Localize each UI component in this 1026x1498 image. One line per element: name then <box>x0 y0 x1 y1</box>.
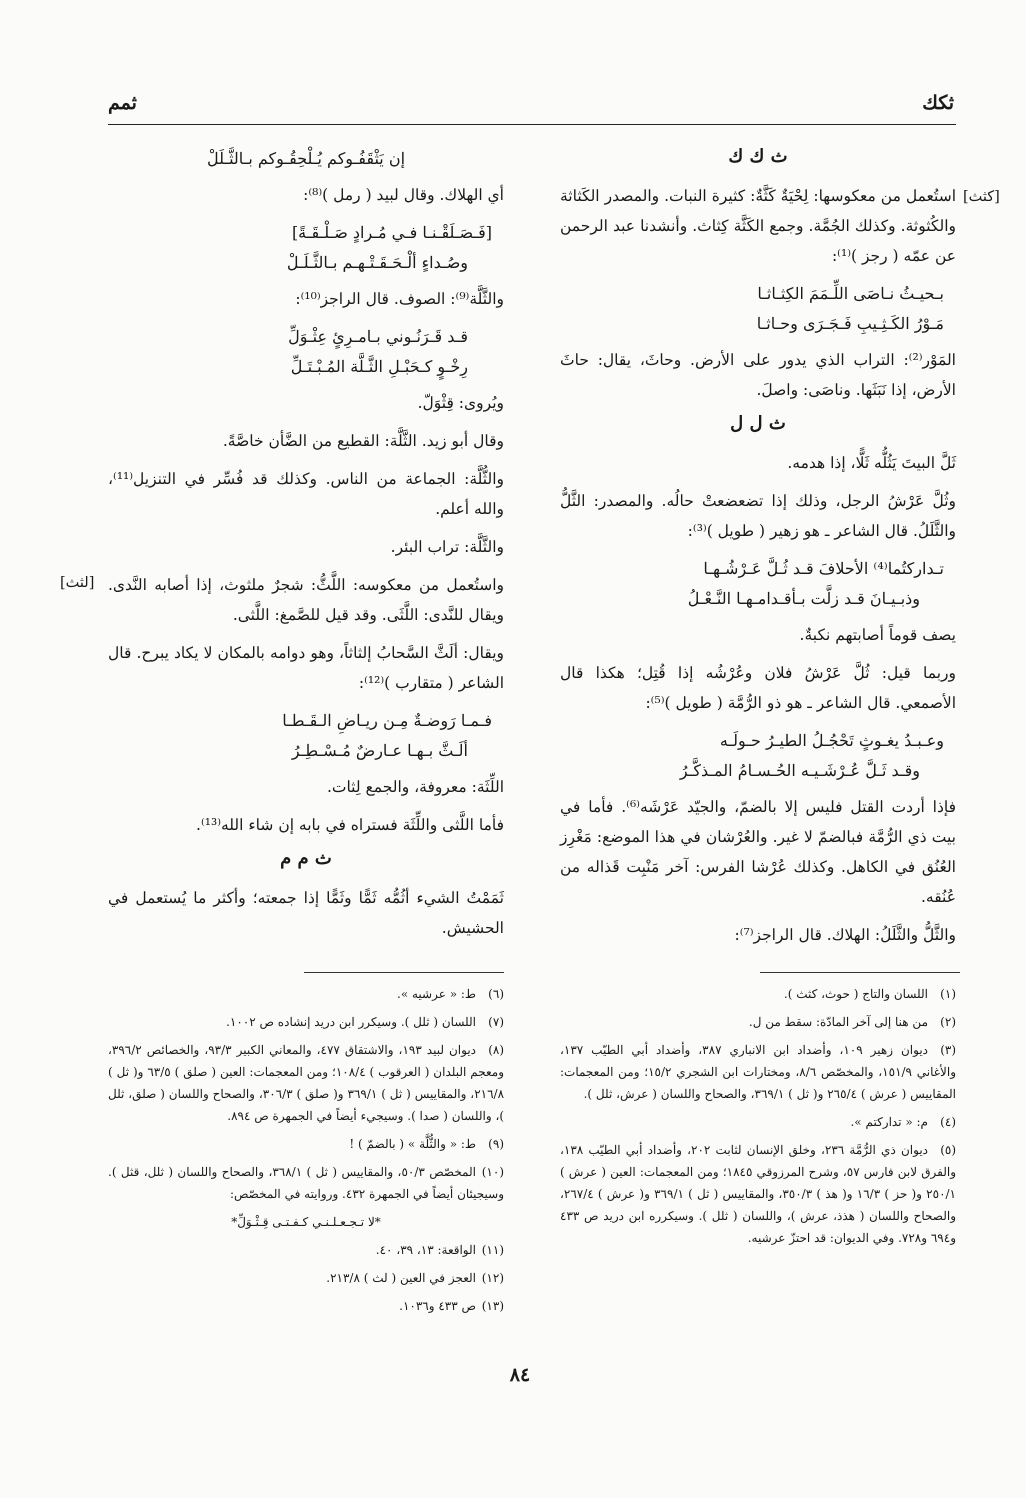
paragraph: والثَّلُّ والثَّلَلُ: الهلاك. قال الراجز⁽⁷⁾: <box>734 926 956 944</box>
footnotes-right <box>560 983 956 1255</box>
footnote-rule <box>304 972 504 973</box>
footnote-number: (٣) <box>940 1043 957 1057</box>
footnote-text: الواقعة: ١٣، ٣٩، ٤٠. <box>375 1243 476 1257</box>
paragraph: أي الهلاك. وقال لبيد ( رمل )⁽⁸⁾: <box>303 186 504 204</box>
footnote-rule <box>760 972 960 973</box>
verse-line: إن يَثْقَفُـوكم يُـلْحِقُـوكم بـالثَّـلَلْ <box>206 149 406 168</box>
footnote <box>560 1139 956 1249</box>
paragraph: يصف قوماً أصابتهم نكبةٌ. <box>799 626 956 644</box>
verse-hemistich: مَـوْرُ الكَـثِـيبِ فَـجَـرَى وحـاثـا <box>756 314 944 333</box>
paragraph: ثَلَّ البيتَ يَثُلُّه ثَلًّا، إذا هدمه. <box>787 454 956 472</box>
footnote-number: (١١) <box>481 1243 504 1257</box>
footnote-text: العجز في العين ( لث ) ٢١٣/٨. <box>326 1271 476 1285</box>
verse-hemistich: تـداركتُما⁽⁴⁾ الأحلافَ قـد ثُـلَّ عَـرْشُـهـا <box>703 559 944 578</box>
footnote-number: (١٣) <box>481 1299 504 1313</box>
footnote-verse <box>108 1211 504 1233</box>
footnote <box>108 983 504 1005</box>
footnote-text: ط: « عرشيه ». <box>397 987 476 1001</box>
left-column <box>108 140 504 951</box>
footnote-text: ديوان زهير ١٠٩، وأضداد ابن الانباري ٣٨٧، وأضداد أبي الطيّب ١٣٧، والأغاني ١٥١/٩، والمخصّص ٨/٦، ومختارات ابن الشجري ١٥/٢؛ ومن المعجمات: المقاييس ( عرش ) ٢٦٥/٤ و( ثل ) ٣٦٩/١، والصحاح واللسان ( عرش، ثلل ). <box>560 1043 956 1101</box>
paragraph: وربما قيل: ثُلَّ عَرْشُ فلان وعُرْشُه إذا قُتِل؛ هكذا قال الأصمعي. قال الشاعر ـ هو ذو الرُّمَّة ( طويل )⁽⁵⁾: <box>560 664 956 712</box>
footnote <box>108 1295 504 1317</box>
footnotes-left <box>108 983 504 1323</box>
verse-hemistich: فـمـا رَوضـةٌ مِـن ريـاضِ الـقَـطـا <box>282 711 492 730</box>
verse-hemistich: قـد قَـرَنُـوني بـامـرِئٍ عِثْـوَلِّ <box>288 327 468 346</box>
header-rule <box>108 124 956 125</box>
footnote-number: (١) <box>940 987 956 1001</box>
paragraph: والثُّلَّة: الجماعة من الناس. وكذلك قد فُسِّر في التنزيل⁽¹¹⁾، والله أعلم. <box>108 470 504 518</box>
paragraph: فإذا أردت القتل فليس إلا بالضمّ، والجيّد عَرْشَه⁽⁶⁾. فأما في بيت ذي الرُّمَّة فبالضمّ لا غير. والعُرْشان في هذا الموضع: مَغْرِز العُنُق في الكاهل. وكذلك عُرْشا الفرس: آخر مَنْبِت قَذاله من عُنُقه. <box>560 798 956 906</box>
verse-hemistich: بـحيـثُ نـاصَى اللِّـمَمَ الكِثـاثـا <box>757 284 944 303</box>
footnote-number: (١٢) <box>481 1271 504 1285</box>
verse-hemistich: وذبـيـانَ قـد زلَّت بـأقـدامـهـا النَّـعْـلُ <box>687 589 920 608</box>
footnote-text: اللسان والتاج ( حوث، كثث ). <box>783 987 928 1001</box>
paragraph: استُعمل من معكوسها: لِحْيَةٌ كَثَّةٌ: كثيرة النبات. والمصدر الكَثاثة والكُثوثة. وكذلك الجُمَّة. وجمع الكَثَّة كِثاث. وأنشدنا عبد الرحمن عن عمّه ( رجز )⁽¹⁾: <box>560 187 956 265</box>
paragraph: والثَّلَّة: تراب البئر. <box>390 538 504 556</box>
footnote <box>560 983 956 1005</box>
footnote-number: (٦) <box>488 987 504 1001</box>
verse <box>560 279 956 339</box>
paragraph: وقال أبو زيد. الثَّلَّة: القطيع من الضَّأن خاصَّةً. <box>222 432 504 450</box>
paragraph: فأما اللَّثى واللِّثَة فستراه في بابه إن شاء الله⁽¹³⁾. <box>196 816 504 834</box>
verse-hemistich: وعـبـدُ يغـوثٍ تَحْجُـلُ الطيـرُ حـولَـه <box>719 731 944 750</box>
footnote <box>108 1239 504 1261</box>
verse <box>560 726 956 786</box>
verse-hemistich: [فَـصَـلَقْـنـا فـي مُـرادٍ صَـلْـقَـةً] <box>291 223 492 242</box>
footnote <box>108 1133 504 1155</box>
footnote-text: ط: « والثُّلَّة » ( بالضمّ ) ! <box>349 1137 476 1151</box>
footnote-text: *لا تـجـعـلـنـي كـفـتـى قِـثْـوَلِّ* <box>231 1215 381 1229</box>
paragraph: ويقال: ألَثَّ السَّحابُ إلثاثاً، وهو دوامه بالمكان لا يكاد يبرح. قال الشاعر ( متقارب )⁽¹²⁾: <box>108 644 504 692</box>
paragraph: ثَمَمْتُ الشيء أثُمُّه ثَمًّا وثَمًّا إذا جمعته؛ وأكثر ما يُستعمل في الحشيش. <box>108 889 504 937</box>
verse <box>108 706 504 766</box>
footnote-number: (٨) <box>488 1043 505 1057</box>
footnote-text: المخصّص ٥٠/٣، والمقاييس ( ثل ) ٣٦٨/١، والصحاح واللسان ( ثلل، قثل ). وسيجيئان أيضاً في الجمهرة ٤٣٢. وروايته في المخصّص: <box>108 1165 504 1201</box>
footnote-number: (٤) <box>940 1115 956 1129</box>
footnote <box>560 1111 956 1133</box>
verse <box>560 554 956 614</box>
running-header-right: ثكك <box>922 92 954 114</box>
verse <box>108 144 504 174</box>
footnote <box>108 1039 504 1127</box>
page-number: ٨٤ <box>509 1364 531 1386</box>
right-column <box>560 140 956 958</box>
verse-hemistich: رِخْـوٍ كـحَبْـلِ الثَّـلَّة المُـبْـتَـلِّ <box>290 357 468 376</box>
section-title: ث ك ك <box>728 146 788 167</box>
paragraph: المَوْر⁽²⁾: التراب الذي يدور على الأرض. وحاثَ، يقال: حاثَ الأرض، إذا نَبَثَها. وناصَى: واصلَ. <box>560 351 956 399</box>
footnote-text: ص ٤٣٣ و١٠٣٦. <box>399 1299 476 1313</box>
footnote-text: م: « تداركتم ». <box>850 1115 928 1129</box>
footnote-text: من هنا إلى آخر المادّة: سقط من ل. <box>748 1015 928 1029</box>
verse-hemistich: ألَـثَّ بـهـا عـارضٌ مُـسْـطِـرُ <box>291 741 468 760</box>
paragraph: ويُروى: قِثْوَلّ. <box>417 394 504 412</box>
footnote-number: (٧) <box>488 1015 504 1029</box>
section-title: ث م م <box>280 848 332 869</box>
footnote <box>560 1011 956 1033</box>
verse <box>108 322 504 382</box>
footnote <box>108 1267 504 1289</box>
footnote-text: اللسان ( ثلل ). وسيكرر ابن دريد إنشاده ص ١٠٠٢. <box>226 1015 476 1029</box>
verse <box>108 218 504 278</box>
paragraph: وثُلَّ عَرْشُ الرجل، وذلك إذا تضعضعتْ حالُه. والمصدر: الثَّلُّ والثَّلَلُ. قال الشاعر ـ هو زهير ( طويل )⁽³⁾: <box>560 492 956 540</box>
margin-note-kth: [كثث] <box>963 189 1000 205</box>
footnote <box>108 1161 504 1205</box>
running-header-left: ثمم <box>108 92 137 114</box>
verse-hemistich: وقـد ثَـلَّ عُـرْشَـيـه الحُـسـامُ المـذكَّـرُ <box>679 761 920 780</box>
section-title: ث ل ل <box>730 413 786 434</box>
footnote-number: (٢) <box>940 1015 956 1029</box>
paragraph: واستُعمل من معكوسه: اللَّثُّ: شجرٌ ملثوث، إذا أصابه النَّدى. ويقال للنَّدى: اللَّثَى. وقد قيل للصَّمغ: اللَّثى. <box>108 576 504 624</box>
footnote-text: ديوان لبيد ١٩٣، والاشتقاق ٤٧٧، والمعاني الكبير ٩٣/٣، والخصائص ٣٩٦/٢، ومعجم البلدان ( العرقوب ) ١٠٨/٤؛ ومن المعجمات: العين ( صلق ) ٦٣/٥ و( ثل ) ٢١٦/٨، والمقاييس ( ثل ) ٣٦٩/١ و( صلق ) ٣٠٦/٣، والصحاح واللسان ( صلق، ثلل )، واللسان ( صدا ). وسيجيء أيضاً في الجمهرة ص ٨٩٤. <box>108 1043 505 1123</box>
verse-hemistich: وصُـداءٍ ألْـحَـقَـتْـهـم بـالثَّـلَـلْ <box>286 253 468 272</box>
footnote <box>108 1011 504 1033</box>
margin-note-lth: [لثث] <box>60 575 95 591</box>
footnote-number: (٥) <box>940 1143 957 1157</box>
paragraph: والثَّلَّة⁽⁹⁾: الصوف. قال الراجز⁽¹⁰⁾: <box>295 290 504 308</box>
paragraph: اللِّثَة: معروفة، والجمع لِثات. <box>326 778 504 796</box>
footnote <box>560 1039 956 1105</box>
footnote-text: ديوان ذي الرُّمَّة ٢٣٦، وخلق الإنسان لثابت ٢٠٢، وأضداد أبي الطيّب ١٣٨، والفرق لابن فارس ٥٧، وشرح المرزوقي ١٨٤٥؛ ومن المعجمات: العين ( عرش ) ٢٥٠/١ و( حز ) ١٦/٣ و( هذ ) ٣٥٠/٣، والمقاييس ( ثل ) ٣٦٩/١ و( عرش ) ٢٦٧/٤، والصحاح واللسان ( هذذ، عرش )، واللسان ( ثلل ). وسيكرره ابن دريد ص ٤٣٣ و٦٩٤ و٧٢٨. وفي الديوان: قد احتزّ عرشيه. <box>560 1143 956 1245</box>
footnote-number: (١٠) <box>481 1165 504 1179</box>
footnote-number: (٩) <box>488 1137 504 1151</box>
